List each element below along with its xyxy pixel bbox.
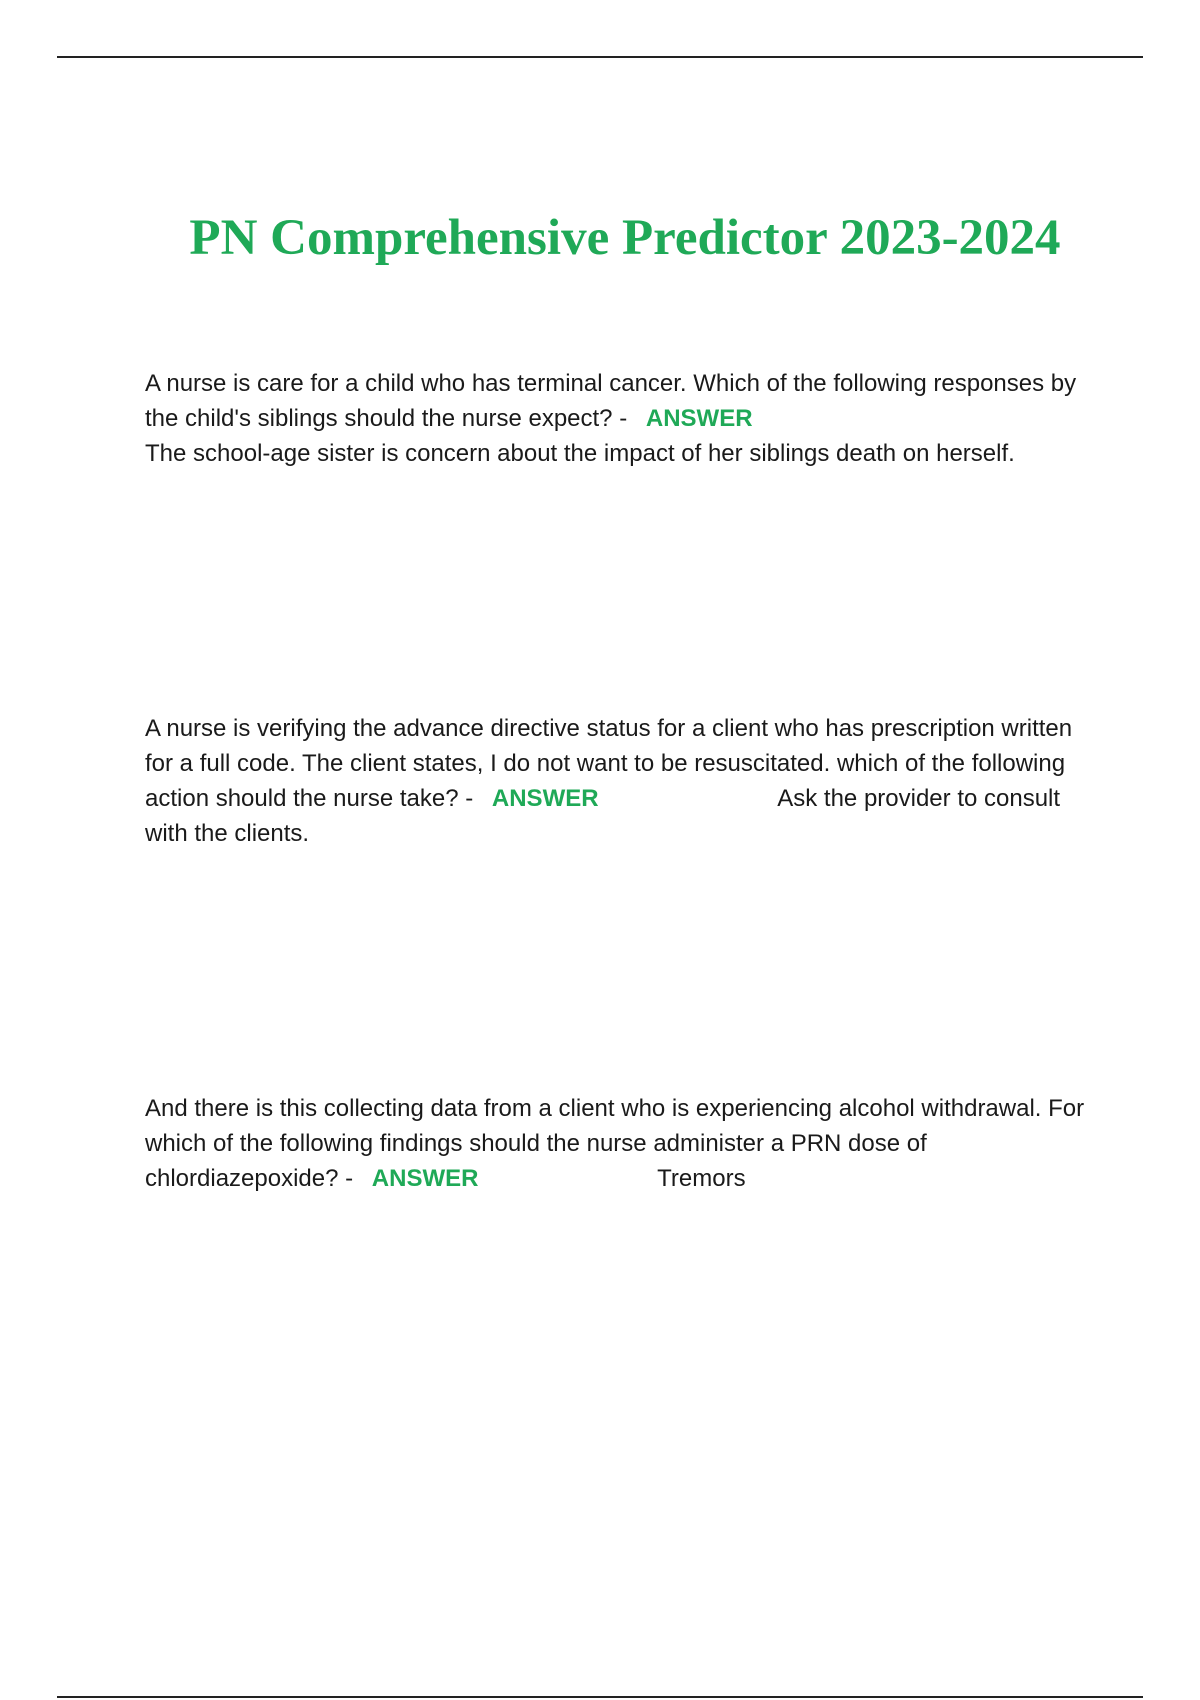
question-text: And there is this collecting data from a client who is experiencing alcohol withdrawal. For which of the following findings should the nurse administer a PRN dose of chlordiazepoxide? - (145, 1095, 1085, 1192)
answer-text: The school-age sister is concern about the impact of her siblings death on herself. (145, 440, 1015, 467)
document-title: PN Comprehensive Predictor 2023-2024 (189, 210, 1061, 266)
bottom-rule (57, 1696, 1143, 1698)
answer-label: ANSWER (645, 405, 753, 432)
answer-label: ANSWER (491, 785, 599, 812)
qa-item (145, 366, 1095, 471)
top-rule (57, 56, 1143, 58)
qa-item (145, 711, 1095, 851)
qa-item (145, 1091, 1095, 1196)
answer-text: Ask the provider to consult with the clients. (145, 785, 1061, 847)
question-text: A nurse is verifying the advance directive status for a client who has prescription written for a full code. The client states, I do not want to be resuscitated. which of the following action should the nurse take? - (145, 715, 1073, 812)
question-text: A nurse is care for a child who has terminal cancer. Which of the following responses by the child's siblings should the nurse expect? - (145, 370, 1077, 432)
answer-label: ANSWER (371, 1165, 479, 1192)
answer-text: Tremors (657, 1165, 746, 1192)
